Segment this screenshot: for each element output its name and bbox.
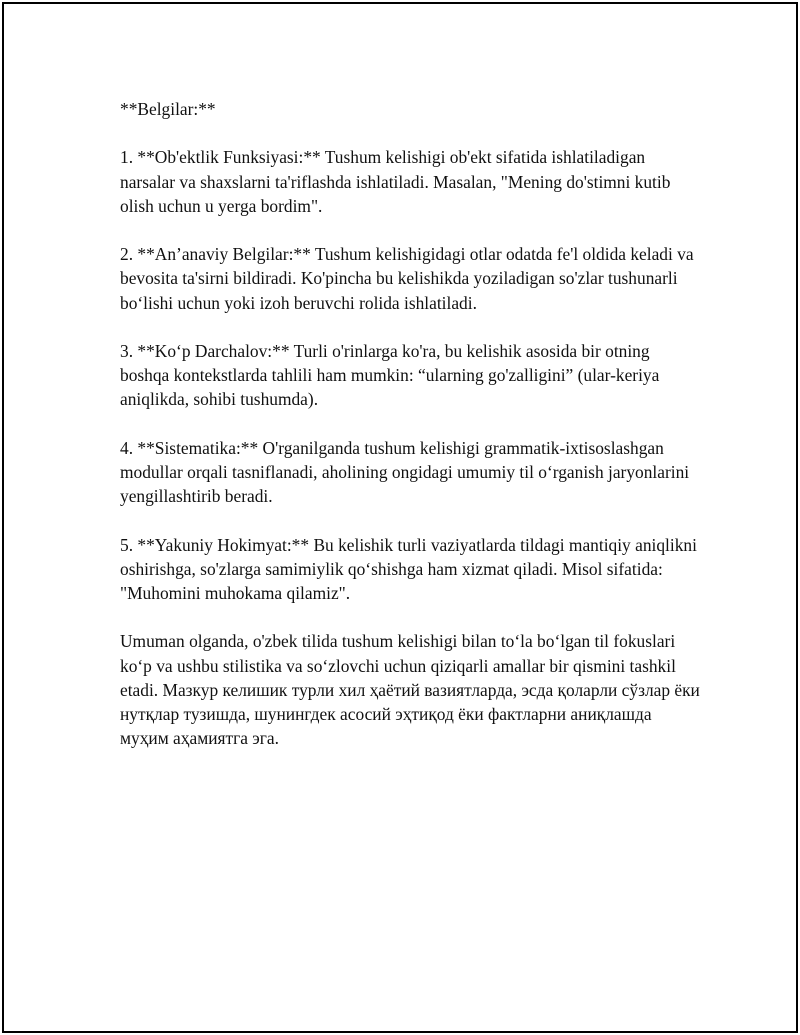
list-item [120,339,700,412]
item-number: 5. [120,534,134,555]
item-title: **Sistematika:** [137,437,259,458]
item-title: **Yakuniy Hokimyat:** [137,534,310,555]
list-item [120,242,700,315]
item-text: Tushum kelishigi ob'ekt sifatida ishlatiladigan narsalar va shaxslarni ta'riflashda ishlatiladi. Masalan, "Mening do'stimni kutib olish uchun u yerga bordim". [120,147,671,216]
document-body [120,97,700,775]
item-number: 2. [120,244,134,265]
section-heading: **Belgilar:** [120,99,216,119]
item-text: Tushum kelishigidagi otlar odatda fe'l oldida keladi va bevosita ta'sirni bildiradi. Ko'pincha bu kelishikda yoziladigan so'zlar tushunarli bo‘lishi uchun yoki izoh beruvchi rolida ishlatiladi. [120,244,694,313]
item-number: 4. [120,437,134,458]
item-title: **An’anaviy Belgilar:** [137,244,311,265]
item-text: O'rganilganda tushum kelishigi grammatik-ixtisoslashgan modullar orqali tasniflanadi, aholining ongidagi umumiy til o‘rganish jaryonlarini yengillashtirib beradi. [120,437,690,507]
list-item [120,145,700,218]
item-number: 3. [120,340,134,361]
list-item [120,436,700,509]
document-page [2,2,798,1033]
item-text: Bu kelishik turli vaziyatlarda tildagi mantiqiy aniqlikni oshirishga, so'zlarga samimiylik qo‘shishga ham xizmat qiladi. Misol sifatida: "Muhomini muhokama qilamiz". [120,534,697,603]
list-item [120,533,700,606]
item-text: Turli o'rinlarga ko'ra, bu kelishik asosida bir otning boshqa kontekstlarda tahlili ham mumkin: “ularning go'zalligini” (ular-keriya aniqlikda, sohibi tushumda). [120,340,660,410]
item-title: **Ob'ektlik Funksiyasi:** [137,147,321,168]
item-number: 1. [120,147,134,168]
item-title: **Ko‘p Darchalov:** [137,340,290,361]
conclusion-paragraph: Umuman olganda, o'zbek tilida tushum kelishigi bilan to‘la bo‘lgan til fokuslari ko‘p va ushbu stilistika va so‘zlovchi uchun qiziqarli amallar bir qismini tashkil etadi. Мазкур келишик турли хил ҳаётий вазиятларда, эсда қоларли сўзлар ёки нутқлар тузишда, шунингдек асосий эҳтиқод ёки фактларни аниқлашда муҳим аҳамиятга эга. [120,631,700,749]
